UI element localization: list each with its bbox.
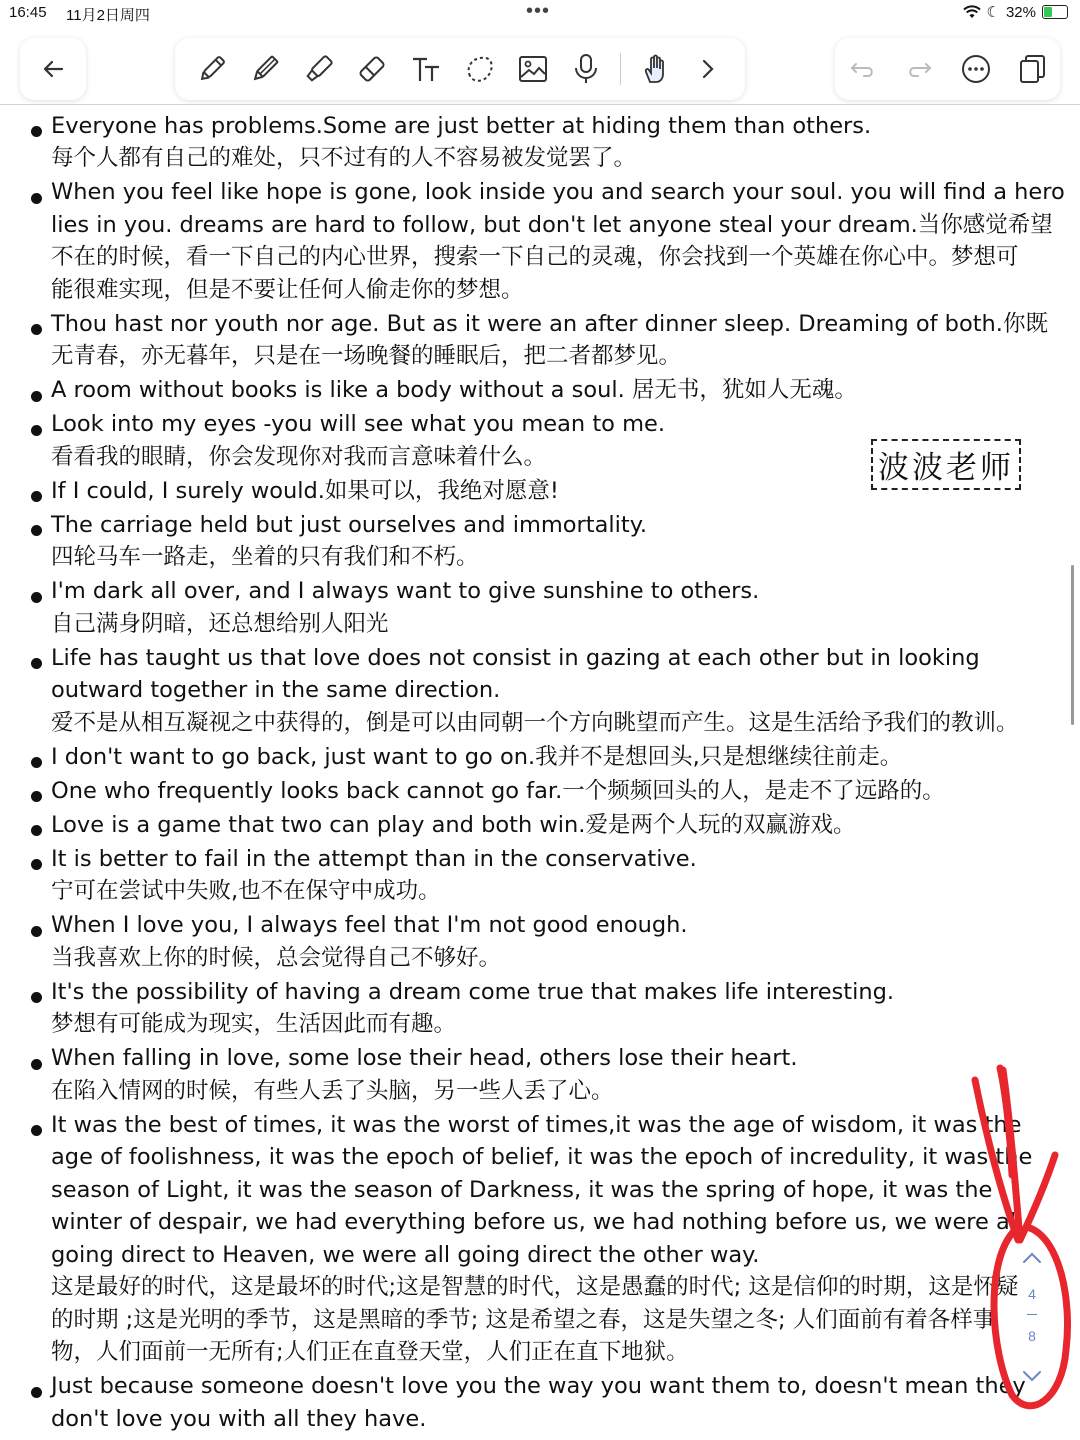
list-item-line: Just because someone doesn't love you the way you want them to, doesn't mean they — [51, 1373, 1026, 1399]
list-item-line: going direct to Heaven, we were all going direct the other way. — [51, 1241, 760, 1268]
toolbar-separator — [620, 53, 621, 85]
list-item-line: 不在的时候，看一下自己的内心世界，搜索一下自己的灵魂，你会找到一个英雄在你心中。梦想可 — [51, 244, 1019, 270]
list-item-line: 能很难实现，但是不要让任何人偷走你的梦想。 — [51, 276, 524, 303]
list-item-line: age of foolishness, it was the epoch of belief, it was the epoch of incredulity, it was the — [51, 1144, 1033, 1170]
image-icon[interactable] — [513, 49, 553, 89]
pages-icon[interactable] — [1012, 49, 1052, 89]
tools-toolbar — [175, 38, 745, 100]
list-item-line: 当我喜欢上你的时候，总会觉得自己不够好。 — [51, 944, 502, 971]
list-item-line: Thou hast nor youth nor age. But as it were an after dinner sleep. Dreaming of both.你既 — [51, 310, 1048, 337]
pen-icon[interactable] — [192, 49, 232, 89]
list-item — [0, 507, 1060, 574]
list-item-line: When falling in love, some lose their head, others lose their heart. — [51, 1045, 798, 1071]
page-navigator — [1010, 1240, 1054, 1400]
pencil-icon[interactable] — [245, 49, 285, 89]
note-page[interactable] — [0, 105, 1080, 1440]
list-item-line: One who frequently looks back cannot go far.一个频频回头的人，是走不了远路的。 — [51, 777, 945, 804]
list-item-line: If I could, I surely would.如果可以，我绝对愿意! — [51, 477, 559, 504]
multitasking-dots-icon[interactable]: ••• — [526, 0, 551, 22]
list-item — [0, 841, 1060, 908]
moon-icon: ☾ — [986, 4, 1000, 21]
current-page: 4 — [1028, 1286, 1036, 1302]
right-toolbar — [835, 38, 1060, 100]
bullet-list — [0, 108, 1065, 1435]
list-item-line: 无青春，亦无暮年，只是在一场晚餐的睡眠后，把二者都梦见。 — [51, 343, 682, 369]
list-item-line: 看看我的眼睛，你会发现你对我而言意味着什么。 — [51, 443, 547, 470]
list-item — [0, 1369, 1060, 1436]
list-item — [0, 175, 1065, 307]
page-down-chevron-icon[interactable] — [1020, 1364, 1044, 1388]
more-options-icon[interactable] — [956, 49, 996, 89]
list-item-line: don't love you with all they have. — [51, 1405, 427, 1432]
list-item-line: Everyone has problems.Some are just better at hiding them than others. — [51, 112, 872, 139]
list-item-line: 四轮马车一路走，坐着的只有我们和不朽。 — [51, 544, 479, 570]
list-item-line: Life has taught us that love does not consist in gazing at each other but in looking — [51, 644, 980, 671]
status-time: 16:45 — [9, 4, 47, 21]
list-item — [0, 640, 1060, 739]
undo-icon[interactable] — [843, 49, 883, 89]
page-up-chevron-icon[interactable] — [1020, 1246, 1044, 1270]
total-pages: 8 — [1028, 1328, 1036, 1344]
list-item-line: 自己满身阴暗，还总想给别人阳光 — [51, 610, 389, 637]
battery-percent: 32% — [1005, 3, 1036, 21]
list-item — [0, 574, 1060, 641]
list-item-line: Love is a game that two can play and both win.爱是两个人玩的双赢游戏。 — [51, 811, 856, 838]
list-item-line: It is better to fail in the attempt than in the conservative. — [51, 845, 697, 872]
list-item — [0, 807, 1060, 841]
touch-hand-icon[interactable] — [635, 49, 675, 89]
list-item — [0, 108, 1060, 175]
list-item-line: winter of despair, we had everything before us, we had nothing before us, we were all — [51, 1209, 1023, 1235]
list-item-line: It was the best of times, it was the worst of times,it was the age of wisdom, it was the — [51, 1111, 1022, 1138]
status-bar — [0, 0, 1080, 28]
eraser-icon[interactable] — [352, 49, 392, 89]
list-item — [0, 773, 1060, 807]
list-item — [0, 373, 1060, 407]
list-item — [0, 1107, 1060, 1369]
list-item-line: 物，人们面前一无所有;人们正在直登天堂，人们正在直下地狱。 — [51, 1339, 689, 1365]
list-item — [0, 306, 1060, 373]
status-date: 11月2日周四 — [66, 7, 150, 24]
list-item-line: 梦想有可能成为现实，生活因此而有趣。 — [51, 1011, 457, 1037]
list-item — [0, 974, 1060, 1041]
list-item-line: The carriage held but just ourselves and immortality. — [51, 511, 647, 538]
list-item-line: outward together in the same direction. — [51, 677, 501, 703]
list-item-line: When I love you, I always feel that I'm not good enough. — [51, 912, 688, 938]
list-item-line: When you feel like hope is gone, look inside you and search your soul. you will find a hero — [51, 179, 1065, 205]
lasso-icon[interactable] — [459, 49, 499, 89]
back-arrow-icon[interactable] — [33, 49, 73, 89]
list-item-line: 在陷入情网的时候，有些人丢了头脑，另一些人丢了心。 — [51, 1077, 614, 1104]
list-item — [0, 1041, 1060, 1108]
list-item-line: A room without books is like a body without a soul. 居无书，犹如人无魂。 — [51, 377, 857, 403]
list-item-line: 爱不是从相互凝视之中获得的，倒是可以由同朝一个方向眺望而产生。这是生活给予我们的教训。 — [51, 709, 1019, 736]
page-separator — [1027, 1314, 1037, 1315]
author-stamp: 波波老师 — [871, 439, 1021, 490]
list-item-line: 宁可在尝试中失败,也不在保守中成功。 — [51, 878, 441, 904]
list-item-line: It's the possibility of having a dream come true that makes life interesting. — [51, 978, 895, 1005]
list-item-line: 每个人都有自己的难处，只不过有的人不容易被发觉罢了。 — [51, 145, 637, 171]
more-tools-chevron-icon[interactable] — [688, 49, 728, 89]
list-item-line: season of Light, it was the season of Darkness, it was the spring of hope, it was the — [51, 1176, 993, 1203]
redo-icon[interactable] — [899, 49, 939, 89]
status-right — [963, 3, 1068, 21]
list-item-line: 的时期 ;这是光明的季节，这是黑暗的季节; 这是希望之春，这是失望之冬; 人们面前有着各样事 — [51, 1306, 996, 1333]
list-item-line: Look into my eyes -you will see what you mean to me. — [51, 411, 665, 437]
microphone-icon[interactable] — [566, 49, 606, 89]
wifi-icon — [963, 5, 981, 19]
list-item-line: 这是最好的时代，这是最坏的时代;这是智慧的时代，这是愚蠢的时代; 这是信仰的时期，这是怀疑 — [51, 1274, 1019, 1300]
text-tool-icon[interactable] — [406, 49, 446, 89]
battery-icon — [1042, 5, 1068, 19]
list-item-line: I don't want to go back, just want to go on.我并不是想回头,只是想继续往前走。 — [51, 743, 903, 770]
list-item — [0, 908, 1060, 975]
marker-icon[interactable] — [299, 49, 339, 89]
list-item-line: I'm dark all over, and I always want to give sunshine to others. — [51, 578, 760, 604]
list-item-line: lies in you. dreams are hard to follow, but don't let anyone steal your dream.当你感觉希望 — [51, 211, 1053, 238]
list-item — [0, 739, 1060, 773]
back-toolbar — [20, 38, 86, 100]
scrollbar[interactable] — [1071, 565, 1074, 725]
